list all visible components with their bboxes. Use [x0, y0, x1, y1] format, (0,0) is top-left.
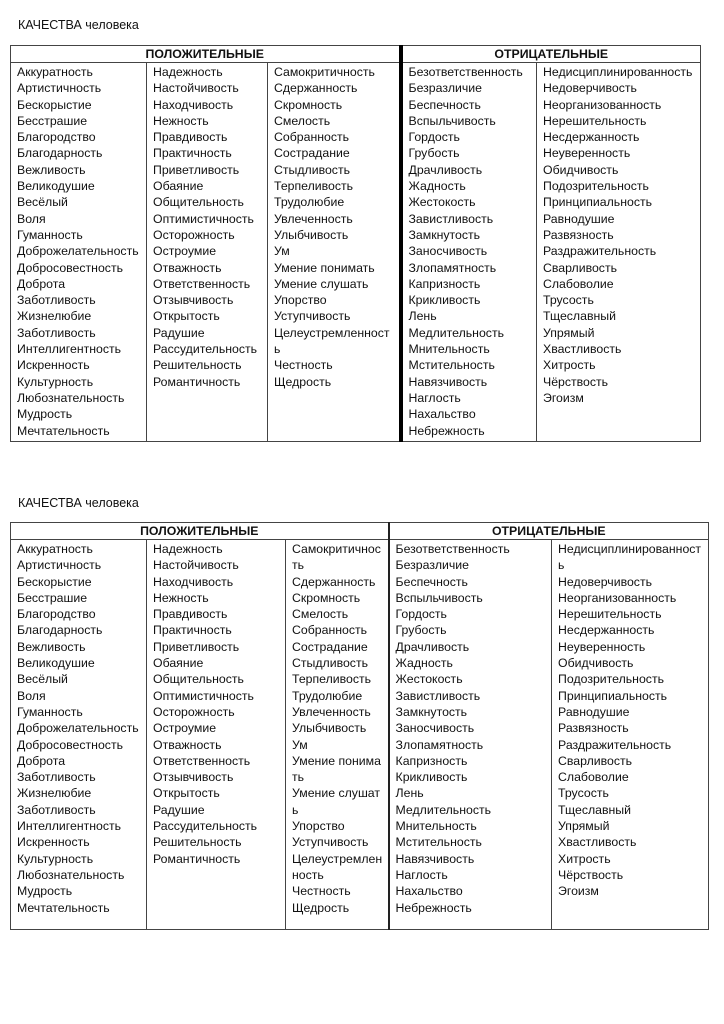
quality-item: Романтичность	[153, 851, 241, 866]
quality-item: Благодарность	[17, 623, 103, 638]
quality-item: Интеллигентность	[17, 342, 122, 357]
quality-item: Доброта	[17, 753, 66, 768]
quality-item: Заботливость	[17, 770, 96, 785]
quality-item: Собранность	[292, 623, 368, 638]
quality-item: Артистичность	[17, 558, 102, 573]
quality-item: Приветливость	[153, 639, 240, 654]
quality-item: Мнительность	[395, 819, 477, 834]
quality-item: Общительность	[153, 195, 244, 210]
quality-item: Обидчивость	[558, 656, 634, 671]
quality-item: Искренность	[17, 358, 90, 373]
quality-item: Радушие	[153, 325, 205, 340]
quality-item: Драчливость	[408, 162, 483, 177]
quality-item: Развязность	[558, 721, 629, 736]
quality-item: Раздражительность	[543, 244, 657, 259]
quality-item: Развязность	[543, 227, 614, 242]
quality-item: Честность	[292, 884, 351, 899]
quality-item: Хвастливость	[558, 835, 637, 850]
quality-item: Общительность	[153, 672, 244, 687]
quality-item: Безразличие	[408, 81, 482, 96]
quality-item: Стыдливость	[274, 162, 350, 177]
quality-item: Великодушие	[17, 179, 95, 194]
quality-item: Беспечность	[395, 574, 468, 589]
quality-item: Самокритичность	[292, 542, 381, 573]
quality-item: Злопамятность	[408, 260, 497, 275]
quality-item: Неуверенность	[543, 146, 631, 161]
quality-item: Навязчивость	[395, 851, 475, 866]
quality-item: Самокритичность	[274, 65, 375, 79]
quality-item: Добросовестность	[17, 737, 123, 752]
quality-item: Оптимистичность	[153, 211, 254, 226]
quality-item: Чёрствость	[558, 867, 624, 882]
quality-item: Недоверчивость	[558, 574, 652, 589]
quality-item: Жадность	[395, 656, 453, 671]
quality-item: Принципиальность	[543, 195, 653, 210]
positive-column	[11, 63, 147, 442]
quality-item: Мудрость	[17, 884, 73, 899]
quality-item: Интеллигентность	[17, 819, 122, 834]
quality-item: Находчивость	[153, 574, 234, 589]
quality-item: Эгоизм	[558, 884, 599, 899]
quality-item: Трусость	[543, 293, 594, 308]
quality-item: Драчливость	[395, 639, 470, 654]
quality-item: Вежливость	[17, 639, 86, 654]
quality-item: Смелость	[292, 607, 349, 622]
quality-item: Нерешительность	[558, 607, 662, 622]
quality-item: Открытость	[153, 786, 220, 801]
quality-item: Осторожность	[153, 227, 235, 242]
quality-item: Практичность	[153, 623, 232, 638]
quality-item: Воля	[17, 688, 46, 703]
quality-item: Подозрительность	[558, 672, 664, 687]
quality-item: Беспечность	[408, 97, 481, 112]
quality-item: Настойчивость	[153, 81, 239, 96]
quality-item: Заносчивость	[395, 721, 475, 736]
quality-item: Уступчивость	[292, 835, 369, 850]
quality-item: Умение понимать	[292, 753, 381, 785]
quality-item: Заносчивость	[408, 244, 488, 259]
quality-item: Небрежность	[408, 423, 485, 438]
quality-item: Артистичность	[17, 81, 102, 96]
quality-item: Вспыльчивость	[395, 590, 483, 605]
quality-item: Стыдливость	[292, 656, 368, 671]
quality-item: Капризность	[408, 276, 481, 291]
quality-item: Отважность	[153, 260, 222, 275]
quality-item: Любознательность	[17, 390, 125, 405]
quality-item: Упрямый	[543, 325, 595, 340]
quality-item: Гордость	[395, 607, 447, 622]
quality-item: Бескорыстие	[17, 97, 92, 112]
quality-item: Трусость	[558, 786, 609, 801]
quality-item: Несдержанность	[543, 130, 640, 145]
quality-item: Мечтательность	[17, 900, 110, 915]
positive-column	[147, 63, 268, 442]
quality-item: Отзывчивость	[153, 770, 234, 785]
quality-item: Умение понимать	[274, 260, 375, 275]
quality-item: Доброта	[17, 276, 66, 291]
quality-item: Жизнелюбие	[17, 786, 92, 801]
quality-item: Сварливость	[543, 260, 617, 275]
quality-item: Открытость	[153, 309, 220, 324]
quality-item: Практичность	[153, 146, 232, 161]
quality-item: Неуверенность	[558, 639, 646, 654]
quality-item: Доброжелательность	[17, 244, 139, 259]
quality-item: Воля	[17, 211, 46, 226]
quality-item: Наглость	[408, 390, 461, 405]
quality-item: Хвастливость	[543, 342, 622, 357]
positive-column	[11, 540, 147, 930]
quality-item: Неорганизованность	[558, 590, 677, 605]
quality-item: Жадность	[408, 179, 466, 194]
quality-item: Решительность	[153, 835, 242, 850]
quality-item: Неорганизованность	[543, 97, 662, 112]
quality-item: Жестокость	[395, 672, 463, 687]
quality-item: Слабоволие	[558, 770, 629, 785]
quality-item: Аккуратность	[17, 65, 93, 79]
quality-item: Заботливость	[17, 325, 96, 340]
quality-item: Безразличие	[395, 558, 470, 573]
quality-item: Собранность	[274, 130, 350, 145]
quality-item: Недисциплинированность	[543, 65, 693, 79]
quality-item: Скромность	[274, 97, 343, 112]
quality-item: Улыбчивость	[292, 721, 367, 736]
quality-item: Культурность	[17, 851, 94, 866]
quality-item: Целеустремленность	[292, 851, 383, 882]
quality-item: Замкнутость	[408, 227, 481, 242]
quality-item: Гуманность	[17, 704, 83, 719]
quality-item: Принципиальность	[558, 688, 668, 703]
quality-item: Безответственность	[408, 65, 523, 79]
quality-item: Капризность	[395, 753, 468, 768]
quality-item: Несдержанность	[558, 623, 655, 638]
quality-item: Тщеславный	[558, 802, 632, 817]
quality-item: Остроумие	[153, 244, 217, 259]
quality-item: Романтичность	[153, 374, 241, 389]
quality-item: Целеустремленность	[274, 325, 390, 357]
quality-item: Трудолюбие	[292, 688, 363, 703]
quality-item: Сдержанность	[292, 574, 376, 589]
quality-item: Ум	[292, 737, 308, 752]
document-title-2: КАЧЕСТВА человека	[18, 496, 139, 510]
qualities-table-2	[10, 522, 709, 930]
quality-item: Обаяние	[153, 179, 204, 194]
quality-item: Злопамятность	[395, 737, 484, 752]
quality-item: Умение слушать	[292, 786, 381, 817]
quality-item: Хитрость	[558, 851, 611, 866]
quality-item: Мстительность	[395, 835, 482, 850]
quality-item: Трудолюбие	[274, 195, 345, 210]
negative-column	[552, 540, 709, 930]
quality-item: Щедрость	[274, 374, 332, 389]
quality-item: Равнодушие	[558, 704, 630, 719]
negative-column	[389, 540, 552, 930]
quality-item: Эгоизм	[543, 390, 584, 405]
quality-item: Сдержанность	[274, 81, 358, 96]
quality-item: Оптимистичность	[153, 688, 254, 703]
quality-item: Медлительность	[395, 802, 492, 817]
quality-item: Надежность	[153, 65, 223, 79]
quality-item: Ум	[274, 244, 290, 259]
quality-item: Нахальство	[395, 884, 463, 899]
quality-item: Рассудительность	[153, 342, 258, 357]
quality-item: Бесстрашие	[17, 590, 88, 605]
quality-item: Гуманность	[17, 227, 83, 242]
quality-item: Аккуратность	[17, 542, 93, 556]
quality-item: Терпеливость	[274, 179, 354, 194]
quality-item: Небрежность	[395, 900, 472, 915]
quality-item: Культурность	[17, 374, 94, 389]
quality-item: Надежность	[153, 542, 223, 556]
quality-item: Весёлый	[17, 195, 68, 210]
quality-item: Нежность	[153, 590, 209, 605]
quality-item: Упрямый	[558, 819, 610, 834]
quality-item: Уступчивость	[274, 309, 351, 324]
quality-item: Чёрствость	[543, 374, 609, 389]
quality-item: Улыбчивость	[274, 227, 349, 242]
quality-item: Завистливость	[408, 211, 494, 226]
quality-item: Великодушие	[17, 656, 95, 671]
quality-item: Остроумие	[153, 721, 217, 736]
header-negative: ОТРИЦАТЕЛЬНЫЕ	[401, 46, 701, 63]
quality-item: Нахальство	[408, 407, 476, 422]
header-negative: ОТРИЦАТЕЛЬНЫЕ	[389, 523, 709, 540]
quality-item: Заботливость	[17, 802, 96, 817]
quality-item: Правдивость	[153, 607, 228, 622]
quality-item: Терпеливость	[292, 672, 372, 687]
quality-item: Смелость	[274, 113, 331, 128]
quality-item: Мнительность	[408, 342, 490, 357]
quality-item: Вежливость	[17, 162, 86, 177]
document-title-1: КАЧЕСТВА человека	[18, 18, 139, 32]
quality-item: Находчивость	[153, 97, 234, 112]
quality-item: Завистливость	[395, 688, 481, 703]
quality-item: Добросовестность	[17, 260, 123, 275]
quality-item: Недоверчивость	[543, 81, 637, 96]
quality-item: Нежность	[153, 113, 209, 128]
quality-item: Ответственность	[153, 753, 251, 768]
quality-item: Радушие	[153, 802, 205, 817]
positive-column	[286, 540, 389, 930]
header-positive: ПОЛОЖИТЕЛЬНЫЕ	[11, 46, 401, 63]
quality-item: Наглость	[395, 867, 448, 882]
quality-item: Крикливость	[408, 293, 481, 308]
quality-item: Медлительность	[408, 325, 504, 340]
quality-item: Рассудительность	[153, 819, 258, 834]
quality-item: Мудрость	[17, 407, 73, 422]
negative-column	[401, 63, 537, 442]
quality-item: Упорство	[274, 293, 327, 308]
quality-item: Недисциплинированность	[558, 542, 702, 573]
quality-item: Нерешительность	[543, 113, 647, 128]
quality-item: Хитрость	[543, 358, 596, 373]
quality-item: Жизнелюбие	[17, 309, 92, 324]
quality-item: Тщеславный	[543, 309, 616, 324]
quality-item: Подозрительность	[543, 179, 649, 194]
quality-item: Благородство	[17, 130, 96, 145]
quality-item: Обидчивость	[543, 162, 619, 177]
quality-item: Правдивость	[153, 130, 228, 145]
quality-item: Сострадание	[292, 639, 368, 654]
quality-item: Безответственность	[395, 542, 510, 556]
quality-item: Увлеченность	[292, 704, 371, 719]
quality-item: Бескорыстие	[17, 574, 92, 589]
quality-item: Крикливость	[395, 770, 468, 785]
quality-item: Раздражительность	[558, 737, 672, 752]
quality-item: Равнодушие	[543, 211, 615, 226]
quality-item: Решительность	[153, 358, 242, 373]
quality-item: Доброжелательность	[17, 721, 139, 736]
quality-item: Отзывчивость	[153, 293, 234, 308]
quality-item: Отважность	[153, 737, 222, 752]
quality-item: Замкнутость	[395, 704, 468, 719]
quality-item: Мечтательность	[17, 423, 110, 438]
quality-item: Сострадание	[274, 146, 350, 161]
quality-item: Сварливость	[558, 753, 633, 768]
quality-item: Гордость	[408, 130, 460, 145]
quality-item: Мстительность	[408, 358, 495, 373]
quality-item: Благодарность	[17, 146, 103, 161]
quality-item: Слабоволие	[543, 276, 614, 291]
quality-item: Осторожность	[153, 704, 235, 719]
negative-column	[537, 63, 701, 442]
quality-item: Грубость	[395, 623, 447, 638]
quality-item: Жестокость	[408, 195, 476, 210]
quality-item: Честность	[274, 358, 333, 373]
quality-item: Любознательность	[17, 867, 125, 882]
quality-item: Навязчивость	[408, 374, 488, 389]
quality-item: Упорство	[292, 819, 345, 834]
quality-item: Обаяние	[153, 656, 204, 671]
quality-item: Благородство	[17, 607, 96, 622]
header-positive: ПОЛОЖИТЕЛЬНЫЕ	[11, 523, 389, 540]
quality-item: Грубость	[408, 146, 460, 161]
quality-item: Ответственность	[153, 276, 251, 291]
quality-item: Весёлый	[17, 672, 68, 687]
quality-item: Настойчивость	[153, 558, 239, 573]
quality-item: Приветливость	[153, 162, 240, 177]
quality-item: Лень	[408, 309, 437, 324]
quality-item: Бесстрашие	[17, 113, 88, 128]
positive-column	[147, 540, 286, 930]
quality-item: Умение слушать	[274, 276, 369, 291]
quality-item: Искренность	[17, 835, 90, 850]
quality-item: Скромность	[292, 590, 361, 605]
quality-item: Увлеченность	[274, 211, 353, 226]
quality-item: Лень	[395, 786, 424, 801]
quality-item: Заботливость	[17, 293, 96, 308]
quality-item: Вспыльчивость	[408, 113, 496, 128]
positive-column	[268, 63, 401, 442]
qualities-table-1	[10, 45, 701, 442]
quality-item: Щедрость	[292, 900, 350, 915]
